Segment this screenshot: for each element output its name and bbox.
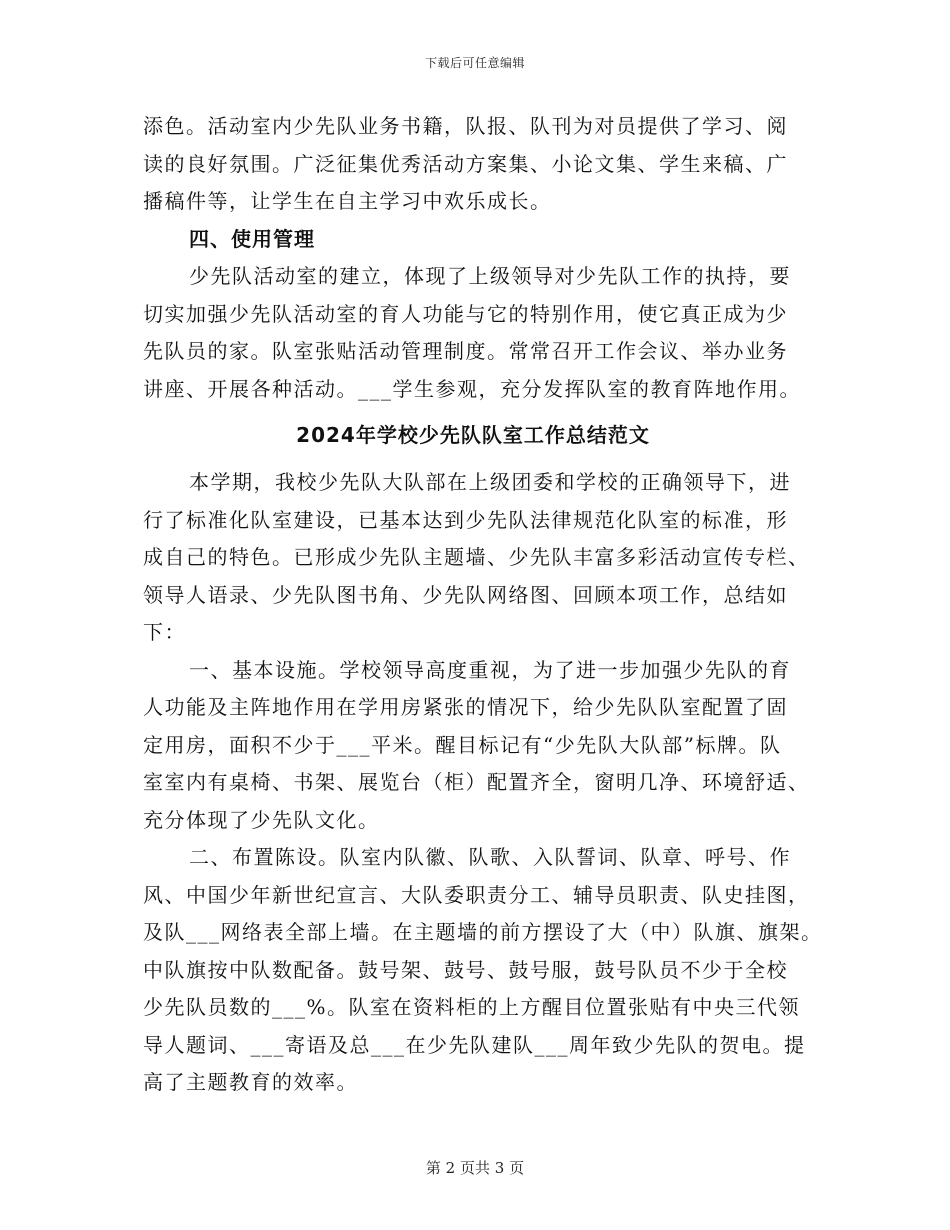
text-line: 切实加强少先队活动室的育人功能与它的特别作用，使它真正成为少	[143, 301, 788, 326]
text-line: 室室内有桌椅、书架、展览台（柜）配置齐全，窗明几净、环境舒适、	[143, 770, 810, 794]
text-line: 人功能及主阵地作用在学用房紧张的情况下，给少先队队室配置了固	[143, 695, 788, 719]
text-line: 充分体现了少先队文化。	[143, 807, 380, 832]
text-line: 中队旗按中队数配备。鼓号架、鼓号、鼓号服，鼓号队员不少于全校	[143, 957, 788, 982]
document-body	[143, 108, 843, 1102]
text-line: 二、布置陈设。队室内队徽、队歌、入队誓词、队章、呼号、作	[189, 845, 791, 869]
section-heading: 四、使用管理	[189, 226, 315, 251]
text-line: 讲座、开展各种活动。___学生参观，充分发挥队室的教育阵地作用。	[143, 376, 801, 401]
text-line: 行了标准化队室建设，已基本达到少先队法律规范化队室的标准，形	[143, 507, 788, 532]
text-line: 读的良好氛围。广泛征集优秀活动方案集、小论文集、学生来稿、广	[143, 151, 788, 176]
text-line: 成自己的特色。已形成少先队主题墙、少先队丰富多彩活动宣传专栏、	[143, 545, 810, 569]
text-line: 下：	[143, 620, 186, 644]
article-title: 2024年学校少先队队室工作总结范文	[296, 423, 650, 447]
text-line: 领导人语录、少先队图书角、少先队网络图、回顾本项工作，总结如	[143, 582, 788, 607]
text-line: 高了主题教育的效率。	[143, 1070, 358, 1094]
text-line: 少先队员数的___%。队室在资料柜的上方醒目位置张贴有中央三代领	[143, 995, 801, 1019]
text-line: 定用房，面积不少于___平米。醒目标记有“少先队大队部”标牌。队	[143, 732, 782, 757]
paragraph-intro	[143, 464, 843, 652]
text-line: 播稿件等，让学生在自主学习中欢乐成长。	[143, 189, 552, 213]
text-line: 及队___网络表全部上墙。在主题墙的前方摆设了大（中）队旗、旗架。	[143, 920, 823, 944]
text-line: 少先队活动室的建立，体现了上级领导对少先队工作的执持，要	[189, 264, 791, 288]
text-line: 一、基本设施。学校领导高度重视，为了进一步加强少先队的育	[189, 657, 791, 682]
text-line: 添色。活动室内少先队业务书籍，队报、队刊为对员提供了学习、阅	[143, 114, 788, 138]
text-line: 导人题词、___寄语及总___在少先队建队___周年致少先队的贺电。提	[143, 1032, 806, 1057]
page-footer: 第 2 页共 3 页	[425, 1159, 525, 1177]
text-line: 先队员的家。队室张贴活动管理制度。常常召开工作会议、举办业务	[143, 339, 788, 363]
text-line: 本学期，我校少先队大队部在上级团委和学校的正确领导下，进	[189, 470, 791, 494]
text-line: 风、中国少年新世纪宣言、大队委职责分工、辅导员职责、队史挂图，	[143, 882, 810, 907]
page-header: 下载后可任意编辑	[424, 56, 525, 70]
paragraph-continuation	[143, 108, 843, 221]
paragraph-basic-facilities	[143, 652, 843, 840]
paragraph-layout-furnishing	[143, 839, 843, 1102]
paragraph-usage-management	[143, 258, 843, 408]
